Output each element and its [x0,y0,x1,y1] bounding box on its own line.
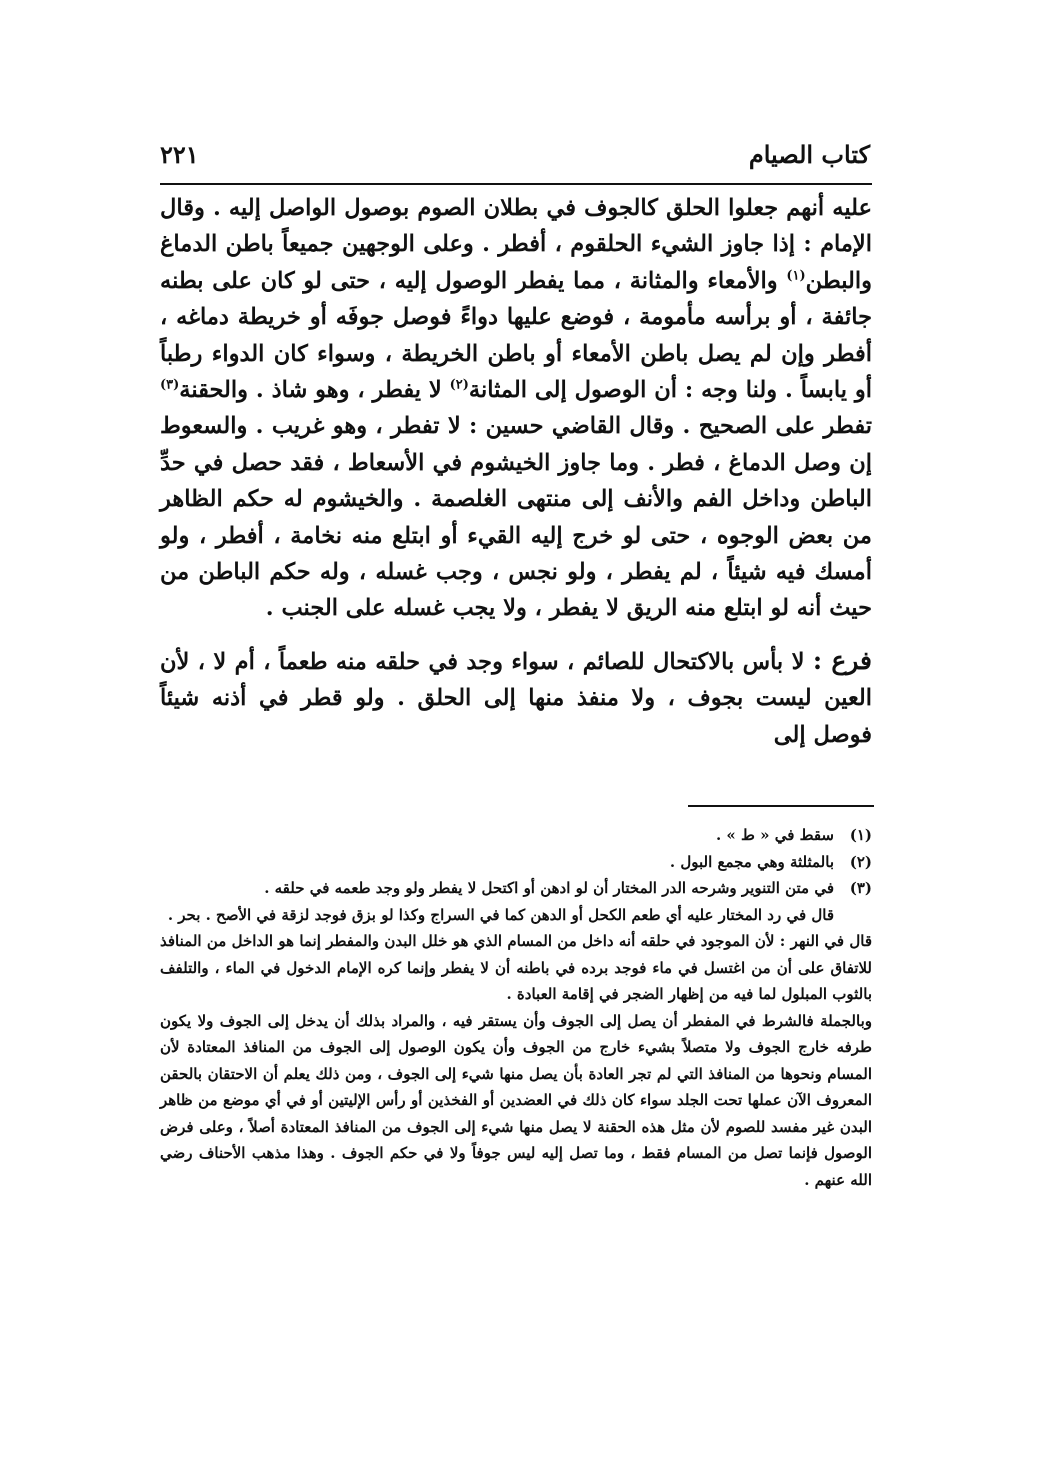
footnotes [160,822,872,1193]
page-number: ٢٢١ [160,140,199,169]
footnote-text: سقط في « ط » . [715,826,834,844]
footnote-ref: (٢) [449,377,469,393]
footnote-number: (١) [849,826,872,844]
paragraph: عليه أنهم جعلوا الحلق كالجوف في بطلان الصوم بوصول الواصل إليه . وقال الإمام : إذا جاوز الشيء الحلقوم ، أفطر . وعلى الوجهين جميعاً باطن الدماغ والبطن$^{(١)}$ والأمعاء والمثانة ، مما يفطر الوصول إليه ، حتى لو كان على بطنه جائفة ، أو برأسه مأمومة ، فوضع عليها دواءً فوصل جوفَه أو خريطة دماغه ، أفطر وإن لم يصل باطن الأمعاء أو باطن الخريطة ، وسواء كان الدواء رطباً أو يابساً . ولنا وجه : أن الوصول إلى المثانة$^{(٢)}$ لا يفطر ، وهو شاذ . والحقنة$^{(٣)}$ تفطر على الصحيح . وقال القاضي حسين : لا تفطر ، وهو غريب . والسعوط إن وصل الدماغ ، فطر . وما جاوز الخيشوم في الأسعاط ، فقد حصل في حدِّ الباطن وداخل الفم والأنف إلى منتهى الغلصمة . والخيشوم له حكم الظاهر من بعض الوجوه ، حتى لو خرج إليه القيء أو ابتلع منه نخامة ، أفطر ، ولو أمسك فيه شيئاً ، لم يفطر ، ولو نجس ، وجب غسله ، وله حكم الباطن من حيث أنه لو ابتلع منه الريق لا يفطر ، ولا يجب غسله على الجنب . [160,195,873,622]
header-rule [160,183,872,185]
footnote [160,849,872,876]
footnote-paragraph: قال في رد المختار عليه أي طعم الكحل أو الدهن كما في السراج وكذا لو بزق فوجد لزقة في الأصح . بحر . [167,905,834,924]
footnote-rule [688,805,874,807]
running-title: كتاب الصيام [748,140,870,169]
paragraph: فرع : لا بأس بالاكتحال للصائم ، سواء وجد في حلقه منه طعماً ، أم لا ، لأن العين ليست بجوف ، ولا منفذ منها إلى الحلق . ولو قطر في أذنه شيئاً فوصل إلى [160,645,872,748]
footnote-text: في متن التنوير وشرحه الدر المختار أن لو ادهن أو اكتحل لا يفطر ولو وجد طعمه في حلقه . [264,879,834,897]
main-text [160,190,872,753]
page-header [160,140,870,180]
footnote-number: (٣) [849,879,872,897]
footnote [160,822,872,849]
footnote-paragraph: قال في النهر : لأن الموجود في حلقه أنه داخل من المسام الذي هو خلل البدن والمفطر إنما هو الداخل من المنافذ للاتفاق على أن من اغتسل في ماء فوجد برده في باطنه أن لا يفطر وإنما كره الإمام الدخول في الماء ، والتلفف بالثوب المبلول لما فيه من إظهار الضجر في إقامة العبادة . [160,932,872,1003]
footnote-ref: (١) [786,268,806,284]
footnote-text: بالمثلثة وهي مجمع البول . [669,852,834,871]
footnote-number: (٢) [849,852,872,871]
footnote [160,875,872,902]
footnote-ref: (٣) [160,377,180,393]
section-lead: فرع : [812,645,872,675]
footnote-paragraph: وبالجملة فالشرط في المفطر أن يصل إلى الجوف وأن يستقر فيه ، والمراد بذلك أن يدخل إلى الجوف ولا يكون طرفه خارج الجوف ولا متصلاً بشيء خارج من الجوف وأن يكون الوصول إلى الجوف من المنافذ المعتادة لأن المسام ونحوها من المنافذ التي لم تجر العادة بأن يصل منها شيء إلى الجوف ، ومن ذلك يعلم أن الاحتقان بالحقن المعروف الآن عملها تحت الجلد سواء كان ذلك في العضدين أو الفخذين أو رأس الإليتين أو في أي موضع من ظاهر البدن غير مفسد للصوم لأن مثل هذه الحقنة لا يصل منها شيء إلى الجوف من المنافذ المعتادة أصلاً ، وعلى فرض الوصول فإنما تصل من المسام فقط ، وما تصل إليه ليس جوفاً ولا في حكم الجوف . وهذا مذهب الأحناف رضي الله عنهم . [160,1011,872,1189]
